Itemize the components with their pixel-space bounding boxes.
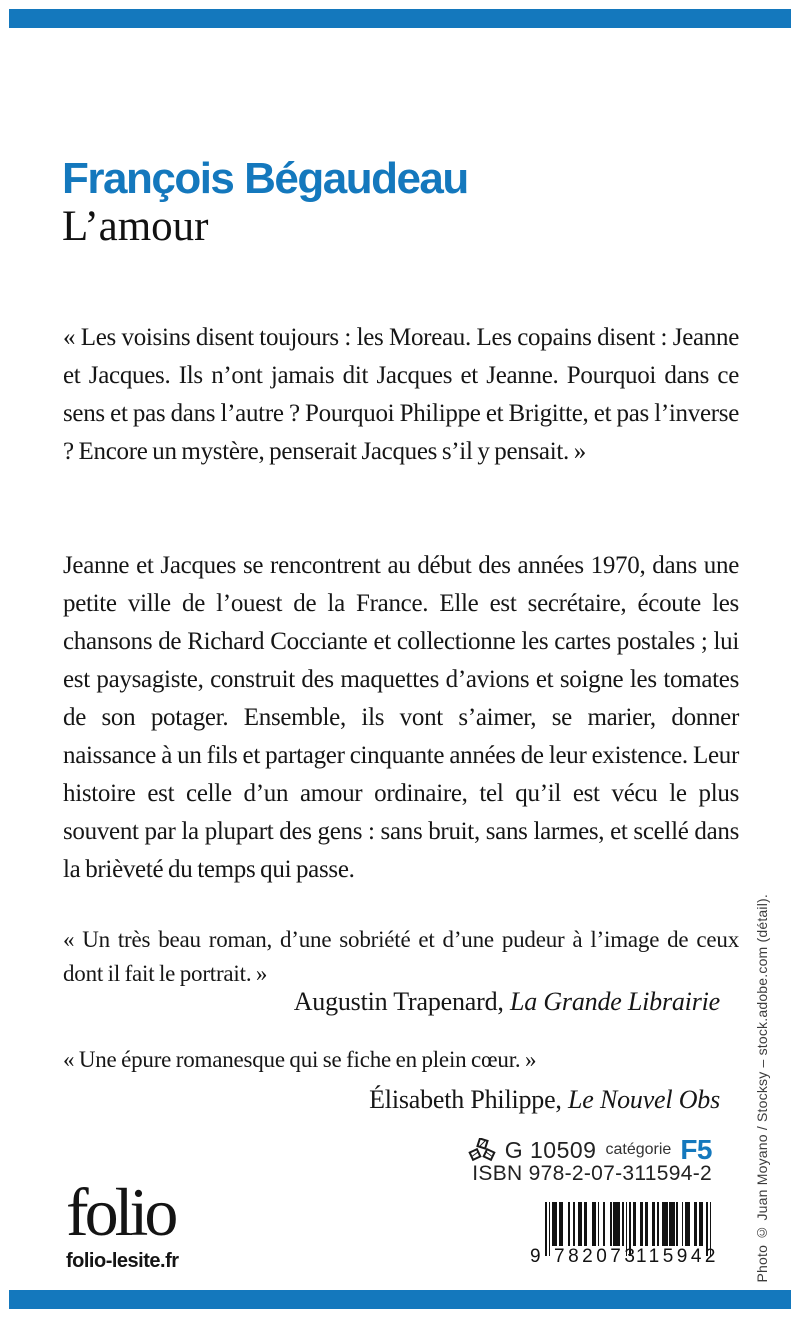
review-attribution	[63, 1085, 720, 1115]
distribution-trefoil-icon	[468, 1138, 496, 1162]
reviewer-name: Élisabeth Philippe,	[369, 1085, 569, 1114]
pull-quote: « Les voisins disent toujours : les Moreau. Les copains disent : Jeanne et Jacques. Ils n’ont jamais dit Jacques et Jeanne. Pourquoi dans ce sens et pas dans l’autre ? Pourquoi Philippe et Brigitte, et pas l’inverse ? Encore un mystère, penserait Jacques s’il y pensait. »	[63, 324, 739, 465]
title-block	[62, 154, 742, 251]
barcode-digit-left: 782073	[554, 1246, 639, 1267]
publisher-block	[66, 1174, 179, 1273]
barcode	[530, 1202, 719, 1268]
publisher-website: folio-lesite.fr	[66, 1250, 179, 1272]
folio-logo: folio	[66, 1174, 175, 1250]
category-label: catégorie	[605, 1141, 672, 1158]
synopsis: Jeanne et Jacques se rencontrent au début des années 1970, dans une petite ville de l’ouest de la France. Elle est secrétaire, écoute les chansons de Richard Cocciante et collectionne les cartes postales ; lui est paysagiste, construit des maquettes d’avions et soigne les tomates de son potager. Ensemble, ils vont s’aimer, se marier, donner naissance à un fils et partager cinquante années de leur existence. Leur histoire est celle d’un amour ordinaire, tel qu’il est vécu le plus souvent par la plupart des gens : sans bruit, sans larmes, et scellé dans la brièveté du temps qui passe.	[63, 552, 739, 883]
review-attribution	[63, 987, 720, 1017]
review-source: Le Nouvel Obs	[568, 1085, 720, 1114]
photo-credit: Photo © Juan Moyano / Stocksy – stock.adobe.com (détail).	[754, 893, 770, 1282]
book-title: L’amour	[62, 203, 209, 251]
review-source: La Grande Librairie	[509, 987, 720, 1016]
review-quote: « Une épure romanesque qui se fiche en plein cœur. »	[63, 1047, 537, 1072]
top-color-band	[9, 9, 791, 28]
isbn: ISBN 978-2-07-311594-2	[472, 1162, 712, 1185]
barcode-digit-right: 115942	[636, 1246, 719, 1267]
review-quote: « Un très beau roman, d’une sobriété et d’une pudeur à l’image de ceux dont il fait le portrait. »	[63, 927, 739, 986]
distribution-code: G 10509	[504, 1136, 597, 1163]
barcode-digit-first: 9	[530, 1246, 541, 1267]
category-code: F5	[680, 1134, 712, 1165]
reviewer-name: Augustin Trapenard,	[293, 987, 510, 1016]
author-name: François Bégaudeau	[62, 154, 468, 203]
bottom-color-band	[9, 1290, 791, 1309]
